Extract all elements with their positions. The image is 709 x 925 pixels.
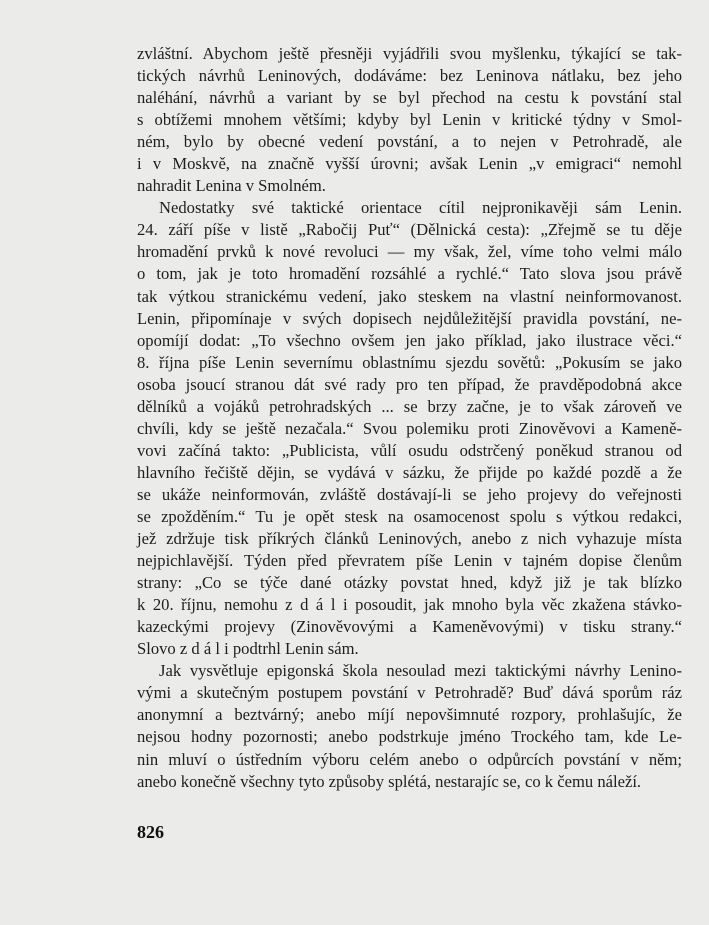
page-body-text [137, 43, 682, 793]
text-line: anebo konečně všechny tyto způsoby splétá, nestarajíc se, co k čemu náleží. [137, 771, 642, 791]
text-line: vovi začíná takto: „Publicista, vůlí osudu odstrčený poněkud stranou od [137, 440, 682, 460]
text-line: chvíli, kdy se ještě nezačala.“ Svou polemiku proti Zinověvovi a Kameně- [137, 418, 682, 438]
text-line: vými a skutečným postupem povstání v Petrohradě? Buď dává sporům ráz [137, 683, 682, 703]
text-line: nin mluví o ústředním výboru celém anebo o odpůrcích povstání v něm; [137, 749, 682, 769]
text-line: tak výtkou stranickému vedení, jako steskem na vlastní neinformovanost. [137, 286, 682, 306]
text-line: Lenin, připomínaje v svých dopisech nejdůležitější pravidla povstání, ne- [137, 308, 682, 328]
text-line: hlavního řečiště dějin, se vydává v sázku, že přijde po každé pozdě a že [137, 462, 682, 482]
text-line: anonymní a beztvárný; anebo míjí nepovšimnuté rozpory, prohlašujíc, že [137, 705, 682, 725]
text-line: o tom, jak je toto hromadění rozsáhlé a rychlé.“ Tato slova jsou právě [137, 264, 682, 284]
text-line: Jak vysvětluje epigonská škola nesoulad mezi taktickými návrhy Lenino- [159, 661, 682, 681]
text-line: tických návrhů Leninových, dodáváme: bez Leninova nátlaku, bez jeho [137, 66, 682, 86]
text-line: k 20. říjnu, nemohu z d á l i posoudit, jak mnoho byla věc zkažena stávko- [137, 595, 682, 615]
text-line: s obtížemi mnohem většími; kdyby byl Lenin v kritické týdny v Smol- [137, 110, 682, 130]
text-line: nahradit Lenina v Smolném. [137, 176, 326, 196]
text-line: se zpožděním.“ Tu je opět stesk na osamocenost spolu s výtkou redakci, [137, 506, 682, 526]
text-line: 24. září píše v listě „Rabočij Puť“ (Dělnická cesta): „Zřejmě se tu děje [137, 220, 682, 240]
text-line: zvláštní. Abychom ještě přesněji vyjádřili svou myšlenku, týkající se tak- [137, 44, 682, 63]
text-line: kazeckými projevy (Zinověvovými a Kameněvovými) v tisku strany.“ [137, 617, 682, 637]
text-line: 8. října píše Lenin severnímu oblastnímu sjezdu sovětů: „Pokusím se jako [137, 352, 682, 372]
text-line: se ukáže neinformován, zvláště dostávají-li se jeho projevy do veřejnosti [137, 484, 682, 504]
page-number: 826 [137, 822, 164, 842]
text-line: osoba jsoucí stranou dát své rady pro ten případ, že pravděpodobná akce [137, 374, 682, 394]
text-line: nejsou hodny pozornosti; anebo podstrkuje jméno Trockého tam, kde Le- [137, 727, 682, 747]
text-line: hromadění prvků k nové revoluci — my však, žel, víme toho velmi málo [137, 242, 682, 262]
text-line: dělníků a vojáků petrohradských ... se brzy začne, je to však zároveň ve [137, 396, 682, 416]
text-line: ném, bylo by obecné vedení povstání, a to nejen v Petrohradě, ale [137, 132, 682, 152]
text-line: strany: „Co se týče dané otázky povstat hned, když již je tak blízko [137, 573, 682, 593]
text-line: nejpichlavější. Týden před převratem píše Lenin v tajném dopise členům [137, 551, 682, 571]
text-line: opomíjí dodat: „To všechno ovšem jen jako příklad, jako ilustrace věci.“ [137, 330, 682, 350]
text-line: jež zdržuje tisk příkrých článků Leninových, anebo z nich vyhazuje místa [137, 529, 682, 549]
text-line: i v Moskvě, na značně vyšší úrovni; avšak Lenin „v emigraci“ nemohl [137, 154, 682, 174]
text-line: Slovo z d á l i podtrhl Lenin sám. [137, 639, 359, 659]
text-line: Nedostatky své taktické orientace cítil nejpronikavěji sám Lenin. [159, 198, 682, 218]
text-line: naléhání, návrhů a variant by se byl přechod na cestu k povstání stal [137, 88, 682, 108]
